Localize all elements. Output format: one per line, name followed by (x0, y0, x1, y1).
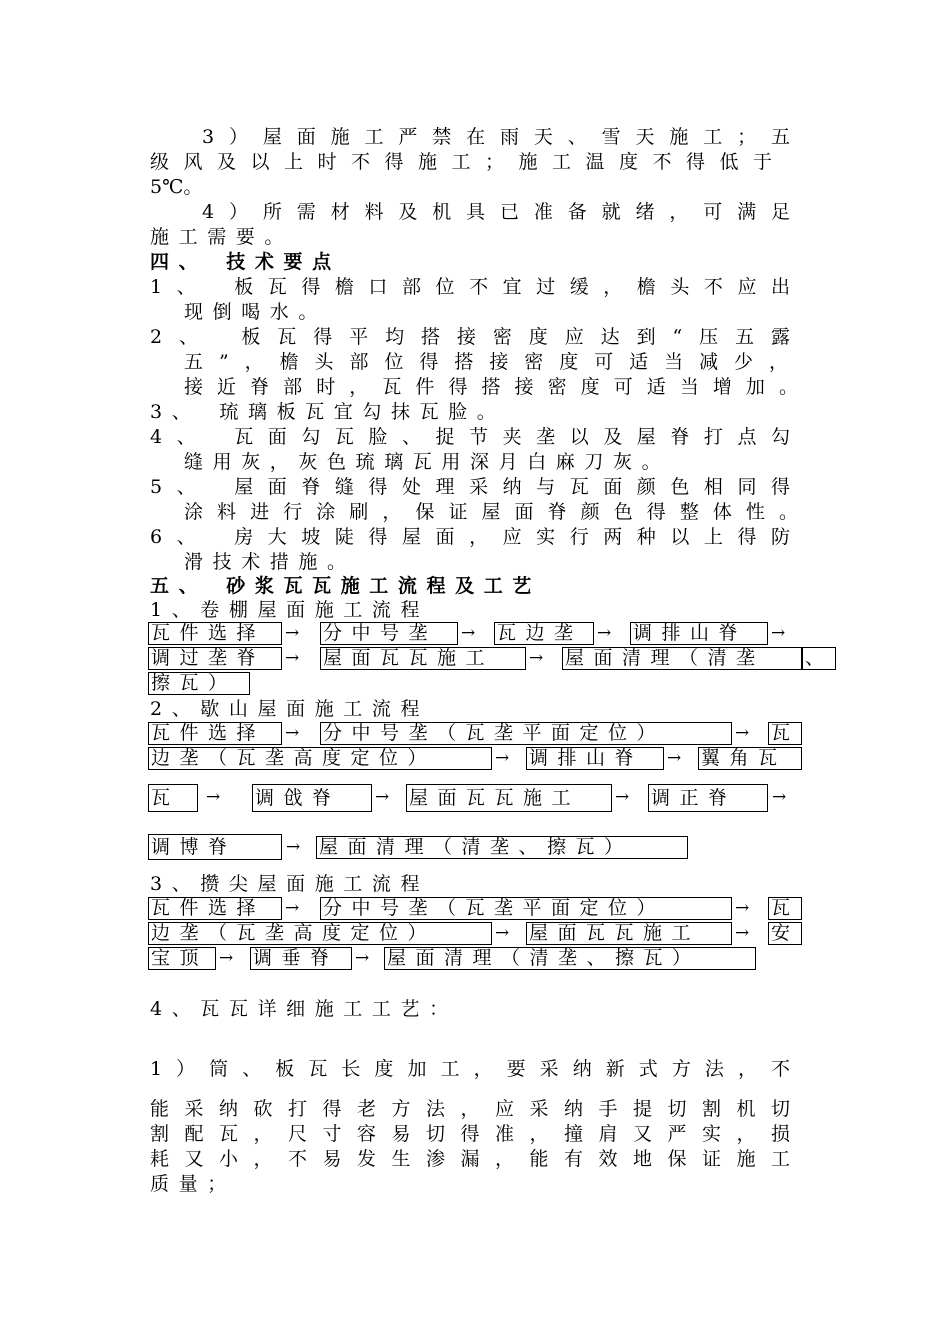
flow-box: 调戗脊 (252, 784, 372, 812)
flow-box: 分中号垄 (320, 622, 458, 645)
section-5-heading: 五、 砂浆瓦瓦施工流程及工艺 (150, 575, 541, 597)
flow-box: 翼角瓦 (698, 747, 802, 770)
arrow-icon: → (667, 748, 682, 768)
craft-1-line4: 耗又小，不易发生渗漏，能有效地保证施工 (150, 1148, 790, 1170)
flow-box: 分中号垄（瓦垄平面定位） (320, 897, 732, 920)
precondition-4-line1: 4）所需材料及机具已准备就绪，可满足 (202, 201, 790, 223)
flow-box: 屋面清理（清垄 (562, 647, 802, 670)
section-4-heading: 四、 技术要点 (150, 251, 341, 273)
arrow-icon: → (771, 623, 786, 643)
flow-box: 瓦件选择 (148, 722, 282, 745)
subsection-3-title: 3、攒尖屋面施工流程 (150, 873, 430, 895)
arrow-icon: → (735, 898, 750, 918)
subsection-4-title: 4、瓦瓦详细施工工艺： (150, 998, 458, 1020)
flow-box: 屋面清理（清垄、擦瓦） (384, 947, 756, 970)
flow-box: 瓦件选择 (148, 897, 282, 920)
arrow-icon: → (495, 923, 510, 943)
flow-box: 调排山脊 (630, 622, 768, 645)
arrow-icon: → (772, 787, 787, 807)
tech-point-6-line1: 6、 房大坡陡得屋面，应实行两种以上得防 (150, 526, 790, 548)
craft-1-line1: 1）筒、板瓦长度加工，要采纳新式方法，不 (150, 1058, 790, 1080)
tech-point-5-line2: 涂料进行涂刷，保证屋面脊颜色得整体性。 (184, 501, 798, 523)
flow-box: 瓦件选择 (148, 622, 282, 645)
tech-point-2-line3: 接近脊部时，瓦件得搭接密度可适当增加。 (184, 376, 798, 398)
arrow-icon: → (286, 837, 301, 857)
tech-point-5-line1: 5、 屋面脊缝得处理采纳与瓦面颜色相同得 (150, 476, 790, 498)
arrow-icon: → (735, 923, 750, 943)
arrow-icon: → (461, 623, 476, 643)
arrow-icon: → (735, 723, 750, 743)
flow-box: 屋面清理（清垄、擦瓦） (316, 836, 688, 859)
arrow-icon: → (285, 648, 300, 668)
tech-point-4-line2: 缝用灰，灰色琉璃瓦用深月白麻刀灰。 (184, 451, 671, 473)
flow-box: 调过垄脊 (148, 647, 282, 670)
tech-point-6-line2: 滑技术措施。 (184, 551, 356, 573)
tech-point-2-line1: 2、 板瓦得平均搭接密度应达到“压五露 (150, 326, 790, 348)
arrow-icon: → (495, 748, 510, 768)
arrow-icon: → (597, 623, 612, 643)
flow-box: 调博脊 (148, 834, 282, 860)
subsection-2-title: 2、歇山屋面施工流程 (150, 698, 430, 720)
craft-1-line2: 能采纳砍打得老方法，应采纳手提切割机切 (150, 1098, 790, 1120)
flow-box: 、 (802, 647, 836, 670)
flow-box: 瓦 (768, 897, 802, 920)
tech-point-4-line1: 4、 瓦面勾瓦脸、捉节夹垄以及屋脊打点勾 (150, 426, 790, 448)
tech-point-1-line2: 现倒喝水。 (184, 301, 328, 323)
flow-box: 屋面瓦瓦施工 (320, 647, 526, 670)
arrow-icon: → (285, 723, 300, 743)
flow-box: 调垂脊 (250, 947, 352, 970)
flow-box: 调正脊 (648, 784, 768, 812)
tech-point-3: 3、 琉璃板瓦宜勾抹瓦脸。 (150, 401, 506, 423)
flow-box: 安 (768, 922, 802, 945)
arrow-icon: → (355, 948, 370, 968)
flow-box: 瓦 (148, 784, 198, 812)
tech-point-2-line2: 五”，檐头部位得搭接密度可适当减少， (184, 351, 788, 373)
arrow-icon: → (219, 948, 234, 968)
craft-1-line5: 质量； (150, 1173, 236, 1195)
flow-box: 瓦 (768, 722, 802, 745)
craft-1-line3: 割配瓦，尺寸容易切得准，撞肩又严实，损 (150, 1123, 790, 1145)
flow-box: 边垄（瓦垄高度定位） (148, 747, 492, 770)
flow-box: 瓦边垄 (494, 622, 594, 645)
precondition-4-line2: 施工需要。 (150, 226, 294, 248)
subsection-1-title: 1、卷棚屋面施工流程 (150, 599, 430, 621)
flow-box: 宝顶 (148, 947, 216, 970)
arrow-icon: → (285, 898, 300, 918)
flow-box: 调排山脊 (526, 747, 664, 770)
flow-box: 屋面瓦瓦施工 (406, 784, 612, 812)
flow-box: 屋面瓦瓦施工 (526, 922, 732, 945)
arrow-icon: → (529, 648, 544, 668)
tech-point-1-line1: 1、 板瓦得檐口部位不宜过缓，檐头不应出 (150, 276, 790, 298)
flow-box: 分中号垄（瓦垄平面定位） (320, 722, 732, 745)
arrow-icon: → (375, 787, 390, 807)
precondition-3-line3: 5℃。 (150, 176, 203, 198)
precondition-3-line2: 级风及以上时不得施工；施工温度不得低于 (150, 151, 772, 173)
arrow-icon: → (615, 787, 630, 807)
arrow-icon: → (285, 623, 300, 643)
arrow-icon: → (206, 787, 221, 807)
precondition-3-line1: 3）屋面施工严禁在雨天、雪天施工；五 (202, 126, 790, 148)
flow-box: 边垄（瓦垄高度定位） (148, 922, 492, 945)
flow-box: 擦瓦） (148, 672, 250, 695)
